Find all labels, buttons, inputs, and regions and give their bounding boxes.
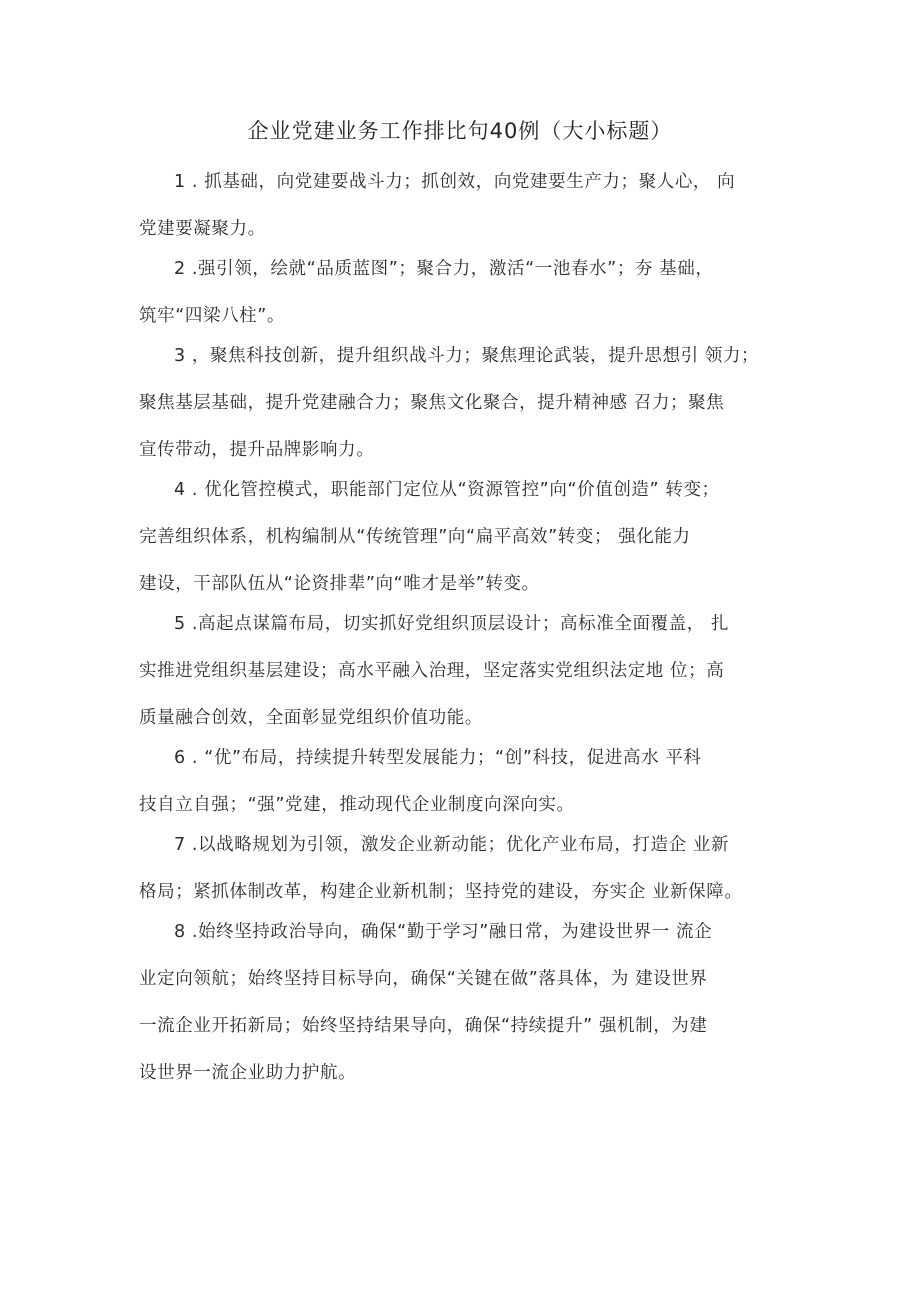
paragraph-line: 技自立自强；“强”党建，推动现代企业制度向深向实。	[139, 795, 575, 815]
paragraph-line: 党建要凝聚力。	[139, 219, 266, 239]
paragraph-8	[139, 918, 794, 1088]
paragraph-line: 建设，干部队伍从“论资排辈”向“唯才是举”转变。	[139, 574, 540, 594]
paragraph-line: 实推进党组织基层建设；高水平融入治理，坚定落实党组织法定地 位；高	[139, 661, 725, 681]
paragraph-line: 2 .强引领，绘就“品质蓝图”；聚合力，激活“一池春水”；夯 基础，	[174, 259, 714, 279]
paragraph-line: 设世界一流企业助力护航。	[139, 1063, 357, 1083]
paragraph-line: 5 .高起点谋篇布局，切实抓好党组织顶层设计；高标准全面覆盖， 扎	[174, 614, 730, 634]
paragraph-5	[139, 610, 794, 733]
paragraph-line: 业定向领航；始终坚持目标导向，确保“关键在做”落具体，为 建设世界	[139, 969, 708, 989]
paragraph-2	[139, 255, 794, 331]
paragraph-7	[139, 831, 794, 907]
paragraph-line: 筑牢“四梁八柱”。	[139, 306, 286, 326]
paragraph-3	[139, 342, 794, 465]
paragraph-1	[139, 168, 794, 244]
paragraph-line: 7 .以战略规划为引领，激发企业新动能；优化产业布局，打造企 业新	[174, 835, 730, 855]
paragraph-line: 8 .始终坚持政治导向，确保“勤于学习”融日常，为建设世界一 流企	[174, 922, 713, 942]
paragraph-line: 完善组织体系，机构编制从“传统管理”向“扁平高效”转变； 强化能力	[139, 527, 691, 547]
paragraph-line: 宣传带动，提升品牌影响力。	[139, 440, 375, 460]
paragraph-line: 聚焦基层基础，提升党建融合力；聚焦文化聚合，提升精神感 召力；聚焦	[139, 393, 725, 413]
paragraph-line: 6 . “优”布局，持续提升转型发展能力；“创”科技，促进高水 平科	[174, 748, 702, 768]
paragraph-4	[139, 476, 794, 599]
paragraph-line: 4 . 优化管控模式，职能部门定位从“资源管控”向“价值创造” 转变；	[174, 480, 720, 500]
paragraph-line: 质量融合创效，全面彰显党组织价值功能。	[139, 708, 483, 728]
paragraph-line: 格局；紧抓体制改革，构建企业新机制；坚持党的建设，夯实企 业新保障。	[139, 882, 743, 902]
document-body	[139, 168, 794, 1099]
paragraph-line: 3 ，聚焦科技创新，提升组织战斗力；聚焦理论武装，提升思想引 领力；	[174, 346, 760, 366]
paragraph-6	[139, 744, 794, 820]
paragraph-line: 1 . 抓基础，向党建要战斗力；抓创效，向党建要生产力；聚人心， 向	[174, 172, 736, 192]
paragraph-line: 一流企业开拓新局；始终坚持结果导向，确保“持续提升” 强机制，为建	[139, 1016, 708, 1036]
document-title: 企业党建业务工作排比句40例（大小标题）	[247, 119, 673, 143]
